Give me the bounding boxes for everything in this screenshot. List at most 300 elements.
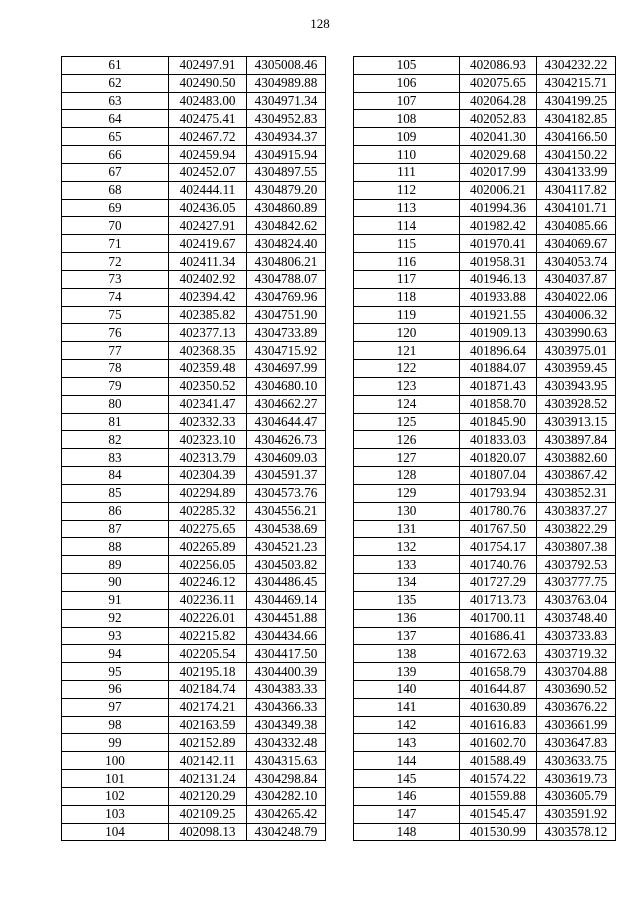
table-row [62, 502, 326, 520]
y-coordinate-cell: 4304383.33 [247, 680, 326, 698]
y-coordinate-cell: 4303605.79 [537, 787, 616, 805]
x-coordinate-cell: 402332.33 [169, 413, 247, 431]
x-coordinate-cell: 401820.07 [460, 449, 537, 467]
x-coordinate-cell: 401630.89 [460, 698, 537, 716]
point-number-cell: 92 [62, 609, 169, 627]
point-number-cell: 69 [62, 199, 169, 217]
point-number-cell: 64 [62, 110, 169, 128]
y-coordinate-cell: 4304751.90 [247, 306, 326, 324]
y-coordinate-cell: 4303661.99 [537, 716, 616, 734]
x-coordinate-cell: 402098.13 [169, 823, 247, 841]
point-number-cell: 128 [354, 467, 460, 485]
point-number-cell: 110 [354, 146, 460, 164]
y-coordinate-cell: 4304215.71 [537, 74, 616, 92]
x-coordinate-cell: 402256.05 [169, 556, 247, 574]
table-row [354, 805, 616, 823]
x-coordinate-cell: 402215.82 [169, 627, 247, 645]
y-coordinate-cell: 4303867.42 [537, 467, 616, 485]
x-coordinate-cell: 401686.41 [460, 627, 537, 645]
y-coordinate-cell: 4303807.38 [537, 538, 616, 556]
table-row [62, 395, 326, 413]
y-coordinate-cell: 4304069.67 [537, 235, 616, 253]
y-coordinate-cell: 4304879.20 [247, 181, 326, 199]
y-coordinate-cell: 4304556.21 [247, 502, 326, 520]
y-coordinate-cell: 4304952.83 [247, 110, 326, 128]
point-number-cell: 81 [62, 413, 169, 431]
y-coordinate-cell: 4304298.84 [247, 770, 326, 788]
point-number-cell: 65 [62, 128, 169, 146]
x-coordinate-cell: 402490.50 [169, 74, 247, 92]
table-row [62, 377, 326, 395]
x-coordinate-cell: 402041.30 [460, 128, 537, 146]
table-row [354, 787, 616, 805]
table-row [62, 199, 326, 217]
table-row [354, 645, 616, 663]
point-number-cell: 77 [62, 342, 169, 360]
y-coordinate-cell: 4304521.23 [247, 538, 326, 556]
table-row [354, 57, 616, 75]
y-coordinate-cell: 4304769.96 [247, 288, 326, 306]
table-row [62, 556, 326, 574]
table-row [62, 235, 326, 253]
y-coordinate-cell: 4304037.87 [537, 270, 616, 288]
point-number-cell: 74 [62, 288, 169, 306]
x-coordinate-cell: 401845.90 [460, 413, 537, 431]
y-coordinate-cell: 4304715.92 [247, 342, 326, 360]
x-coordinate-cell: 402475.41 [169, 110, 247, 128]
table-row [354, 163, 616, 181]
point-number-cell: 67 [62, 163, 169, 181]
point-number-cell: 138 [354, 645, 460, 663]
y-coordinate-cell: 4304842.62 [247, 217, 326, 235]
point-number-cell: 107 [354, 92, 460, 110]
point-number-cell: 143 [354, 734, 460, 752]
table-row [354, 591, 616, 609]
table-row [62, 467, 326, 485]
point-number-cell: 114 [354, 217, 460, 235]
x-coordinate-cell: 401740.76 [460, 556, 537, 574]
point-number-cell: 142 [354, 716, 460, 734]
point-number-cell: 115 [354, 235, 460, 253]
y-coordinate-cell: 4303837.27 [537, 502, 616, 520]
point-number-cell: 84 [62, 467, 169, 485]
point-number-cell: 98 [62, 716, 169, 734]
x-coordinate-cell: 402377.13 [169, 324, 247, 342]
x-coordinate-cell: 401700.11 [460, 609, 537, 627]
y-coordinate-cell: 4303928.52 [537, 395, 616, 413]
x-coordinate-cell: 402205.54 [169, 645, 247, 663]
point-number-cell: 130 [354, 502, 460, 520]
y-coordinate-cell: 4304609.03 [247, 449, 326, 467]
table-row [62, 324, 326, 342]
point-number-cell: 136 [354, 609, 460, 627]
x-coordinate-cell: 401833.03 [460, 431, 537, 449]
table-row [354, 306, 616, 324]
y-coordinate-cell: 4303719.32 [537, 645, 616, 663]
y-coordinate-cell: 4303647.83 [537, 734, 616, 752]
x-coordinate-cell: 402120.29 [169, 787, 247, 805]
point-number-cell: 109 [354, 128, 460, 146]
x-coordinate-cell: 401658.79 [460, 663, 537, 681]
table-row [354, 431, 616, 449]
table-row [62, 663, 326, 681]
table-row [354, 92, 616, 110]
x-coordinate-cell: 401994.36 [460, 199, 537, 217]
point-number-cell: 132 [354, 538, 460, 556]
x-coordinate-cell: 402275.65 [169, 520, 247, 538]
table-row [354, 609, 616, 627]
point-number-cell: 73 [62, 270, 169, 288]
table-row [62, 342, 326, 360]
y-coordinate-cell: 4304915.94 [247, 146, 326, 164]
table-row [62, 163, 326, 181]
x-coordinate-cell: 402394.42 [169, 288, 247, 306]
y-coordinate-cell: 4304248.79 [247, 823, 326, 841]
point-number-cell: 122 [354, 360, 460, 378]
table-row [354, 770, 616, 788]
table-row [354, 663, 616, 681]
table-row [354, 502, 616, 520]
point-number-cell: 146 [354, 787, 460, 805]
table-row [354, 698, 616, 716]
x-coordinate-cell: 402064.28 [460, 92, 537, 110]
point-number-cell: 86 [62, 502, 169, 520]
table-row [62, 217, 326, 235]
table-row [62, 770, 326, 788]
y-coordinate-cell: 4304366.33 [247, 698, 326, 716]
point-number-cell: 126 [354, 431, 460, 449]
x-coordinate-cell: 401672.63 [460, 645, 537, 663]
y-coordinate-cell: 4303990.63 [537, 324, 616, 342]
table-row [354, 253, 616, 271]
table-row [354, 734, 616, 752]
x-coordinate-cell: 402246.12 [169, 574, 247, 592]
point-number-cell: 72 [62, 253, 169, 271]
coordinates-table-right [353, 56, 616, 841]
y-coordinate-cell: 4303690.52 [537, 680, 616, 698]
point-number-cell: 78 [62, 360, 169, 378]
table-row [354, 823, 616, 841]
point-number-cell: 134 [354, 574, 460, 592]
table-row [62, 627, 326, 645]
point-number-cell: 80 [62, 395, 169, 413]
y-coordinate-cell: 4304934.37 [247, 128, 326, 146]
point-number-cell: 104 [62, 823, 169, 841]
y-coordinate-cell: 4305008.46 [247, 57, 326, 75]
x-coordinate-cell: 401884.07 [460, 360, 537, 378]
y-coordinate-cell: 4304417.50 [247, 645, 326, 663]
table-row [62, 288, 326, 306]
x-coordinate-cell: 401559.88 [460, 787, 537, 805]
y-coordinate-cell: 4303676.22 [537, 698, 616, 716]
y-coordinate-cell: 4303822.29 [537, 520, 616, 538]
y-coordinate-cell: 4303704.88 [537, 663, 616, 681]
x-coordinate-cell: 402411.34 [169, 253, 247, 271]
x-coordinate-cell: 402359.48 [169, 360, 247, 378]
point-number-cell: 133 [354, 556, 460, 574]
table-row [354, 110, 616, 128]
table-row [62, 734, 326, 752]
x-coordinate-cell: 401754.17 [460, 538, 537, 556]
y-coordinate-cell: 4304400.39 [247, 663, 326, 681]
point-number-cell: 103 [62, 805, 169, 823]
y-coordinate-cell: 4303578.12 [537, 823, 616, 841]
point-number-cell: 102 [62, 787, 169, 805]
x-coordinate-cell: 402402.92 [169, 270, 247, 288]
y-coordinate-cell: 4303943.95 [537, 377, 616, 395]
point-number-cell: 147 [354, 805, 460, 823]
y-coordinate-cell: 4303882.60 [537, 449, 616, 467]
y-coordinate-cell: 4304662.27 [247, 395, 326, 413]
table-row [62, 360, 326, 378]
point-number-cell: 108 [354, 110, 460, 128]
point-number-cell: 148 [354, 823, 460, 841]
x-coordinate-cell: 402265.89 [169, 538, 247, 556]
x-coordinate-cell: 402497.91 [169, 57, 247, 75]
x-coordinate-cell: 401574.22 [460, 770, 537, 788]
point-number-cell: 93 [62, 627, 169, 645]
table-row [62, 57, 326, 75]
x-coordinate-cell: 402142.11 [169, 752, 247, 770]
y-coordinate-cell: 4304573.76 [247, 484, 326, 502]
x-coordinate-cell: 401858.70 [460, 395, 537, 413]
point-number-cell: 89 [62, 556, 169, 574]
point-number-cell: 113 [354, 199, 460, 217]
y-coordinate-cell: 4304591.37 [247, 467, 326, 485]
y-coordinate-cell: 4304315.63 [247, 752, 326, 770]
y-coordinate-cell: 4304697.99 [247, 360, 326, 378]
x-coordinate-cell: 401727.29 [460, 574, 537, 592]
point-number-cell: 117 [354, 270, 460, 288]
y-coordinate-cell: 4304133.99 [537, 163, 616, 181]
y-coordinate-cell: 4304503.82 [247, 556, 326, 574]
point-number-cell: 91 [62, 591, 169, 609]
y-coordinate-cell: 4304486.45 [247, 574, 326, 592]
x-coordinate-cell: 401793.94 [460, 484, 537, 502]
point-number-cell: 129 [354, 484, 460, 502]
y-coordinate-cell: 4304022.06 [537, 288, 616, 306]
point-number-cell: 101 [62, 770, 169, 788]
y-coordinate-cell: 4304626.73 [247, 431, 326, 449]
x-coordinate-cell: 402029.68 [460, 146, 537, 164]
table-row [354, 538, 616, 556]
point-number-cell: 135 [354, 591, 460, 609]
x-coordinate-cell: 401807.04 [460, 467, 537, 485]
x-coordinate-cell: 402052.83 [460, 110, 537, 128]
table-body [62, 57, 326, 841]
x-coordinate-cell: 402086.93 [460, 57, 537, 75]
table-row [354, 627, 616, 645]
table-row [62, 110, 326, 128]
y-coordinate-cell: 4304680.10 [247, 377, 326, 395]
point-number-cell: 62 [62, 74, 169, 92]
point-number-cell: 127 [354, 449, 460, 467]
x-coordinate-cell: 402459.94 [169, 146, 247, 164]
y-coordinate-cell: 4303591.92 [537, 805, 616, 823]
table-row [62, 698, 326, 716]
point-number-cell: 87 [62, 520, 169, 538]
point-number-cell: 123 [354, 377, 460, 395]
page-number: 128 [310, 16, 330, 31]
x-coordinate-cell: 402163.59 [169, 716, 247, 734]
y-coordinate-cell: 4304733.89 [247, 324, 326, 342]
x-coordinate-cell: 401921.55 [460, 306, 537, 324]
x-coordinate-cell: 402341.47 [169, 395, 247, 413]
y-coordinate-cell: 4304897.55 [247, 163, 326, 181]
table-row [62, 823, 326, 841]
table-row [354, 716, 616, 734]
y-coordinate-cell: 4304232.22 [537, 57, 616, 75]
point-number-cell: 97 [62, 698, 169, 716]
table-row [354, 217, 616, 235]
x-coordinate-cell: 401545.47 [460, 805, 537, 823]
y-coordinate-cell: 4304806.21 [247, 253, 326, 271]
x-coordinate-cell: 402350.52 [169, 377, 247, 395]
y-coordinate-cell: 4304824.40 [247, 235, 326, 253]
point-number-cell: 112 [354, 181, 460, 199]
y-coordinate-cell: 4304538.69 [247, 520, 326, 538]
x-coordinate-cell: 402131.24 [169, 770, 247, 788]
table-row [354, 74, 616, 92]
point-number-cell: 79 [62, 377, 169, 395]
y-coordinate-cell: 4304434.66 [247, 627, 326, 645]
table-row [354, 181, 616, 199]
table-row [62, 716, 326, 734]
table-row [354, 467, 616, 485]
table-row [354, 324, 616, 342]
x-coordinate-cell: 401780.76 [460, 502, 537, 520]
y-coordinate-cell: 4304332.48 [247, 734, 326, 752]
y-coordinate-cell: 4303748.40 [537, 609, 616, 627]
point-number-cell: 141 [354, 698, 460, 716]
table-row [354, 520, 616, 538]
table-row [354, 449, 616, 467]
x-coordinate-cell: 401588.49 [460, 752, 537, 770]
table-row [354, 556, 616, 574]
table-row [354, 395, 616, 413]
x-coordinate-cell: 402483.00 [169, 92, 247, 110]
y-coordinate-cell: 4303975.01 [537, 342, 616, 360]
x-coordinate-cell: 402452.07 [169, 163, 247, 181]
table-row [62, 413, 326, 431]
x-coordinate-cell: 402017.99 [460, 163, 537, 181]
y-coordinate-cell: 4304265.42 [247, 805, 326, 823]
x-coordinate-cell: 402236.11 [169, 591, 247, 609]
table-row [62, 645, 326, 663]
point-number-cell: 121 [354, 342, 460, 360]
point-number-cell: 139 [354, 663, 460, 681]
y-coordinate-cell: 4303913.15 [537, 413, 616, 431]
x-coordinate-cell: 401616.83 [460, 716, 537, 734]
point-number-cell: 105 [354, 57, 460, 75]
y-coordinate-cell: 4303792.53 [537, 556, 616, 574]
point-number-cell: 100 [62, 752, 169, 770]
x-coordinate-cell: 401958.31 [460, 253, 537, 271]
y-coordinate-cell: 4304166.50 [537, 128, 616, 146]
table-row [354, 377, 616, 395]
table-row [62, 538, 326, 556]
table-row [62, 449, 326, 467]
table-row [62, 805, 326, 823]
coordinates-table-left [61, 56, 326, 841]
point-number-cell: 145 [354, 770, 460, 788]
point-number-cell: 140 [354, 680, 460, 698]
table-row [62, 680, 326, 698]
point-number-cell: 131 [354, 520, 460, 538]
y-coordinate-cell: 4304006.32 [537, 306, 616, 324]
x-coordinate-cell: 402226.01 [169, 609, 247, 627]
point-number-cell: 96 [62, 680, 169, 698]
x-coordinate-cell: 401982.42 [460, 217, 537, 235]
point-number-cell: 83 [62, 449, 169, 467]
x-coordinate-cell: 402006.21 [460, 181, 537, 199]
y-coordinate-cell: 4303633.75 [537, 752, 616, 770]
x-coordinate-cell: 402323.10 [169, 431, 247, 449]
x-coordinate-cell: 402419.67 [169, 235, 247, 253]
point-number-cell: 99 [62, 734, 169, 752]
table-row [62, 92, 326, 110]
y-coordinate-cell: 4303959.45 [537, 360, 616, 378]
table-row [354, 235, 616, 253]
x-coordinate-cell: 402304.39 [169, 467, 247, 485]
point-number-cell: 106 [354, 74, 460, 92]
y-coordinate-cell: 4304101.71 [537, 199, 616, 217]
table-row [62, 306, 326, 324]
x-coordinate-cell: 402444.11 [169, 181, 247, 199]
point-number-cell: 125 [354, 413, 460, 431]
point-number-cell: 120 [354, 324, 460, 342]
x-coordinate-cell: 402467.72 [169, 128, 247, 146]
table-row [354, 199, 616, 217]
table-row [62, 181, 326, 199]
x-coordinate-cell: 402195.18 [169, 663, 247, 681]
x-coordinate-cell: 401767.50 [460, 520, 537, 538]
x-coordinate-cell: 402313.79 [169, 449, 247, 467]
table-row [354, 574, 616, 592]
table-row [62, 74, 326, 92]
table-row [354, 128, 616, 146]
point-number-cell: 119 [354, 306, 460, 324]
y-coordinate-cell: 4304282.10 [247, 787, 326, 805]
table-row [62, 431, 326, 449]
point-number-cell: 68 [62, 181, 169, 199]
x-coordinate-cell: 401970.41 [460, 235, 537, 253]
point-number-cell: 88 [62, 538, 169, 556]
y-coordinate-cell: 4304788.07 [247, 270, 326, 288]
table-row [354, 680, 616, 698]
x-coordinate-cell: 401530.99 [460, 823, 537, 841]
point-number-cell: 94 [62, 645, 169, 663]
table-row [354, 270, 616, 288]
y-coordinate-cell: 4304349.38 [247, 716, 326, 734]
x-coordinate-cell: 402285.32 [169, 502, 247, 520]
point-number-cell: 82 [62, 431, 169, 449]
y-coordinate-cell: 4304469.14 [247, 591, 326, 609]
point-number-cell: 61 [62, 57, 169, 75]
point-number-cell: 144 [354, 752, 460, 770]
x-coordinate-cell: 401909.13 [460, 324, 537, 342]
x-coordinate-cell: 402152.89 [169, 734, 247, 752]
y-coordinate-cell: 4304053.74 [537, 253, 616, 271]
y-coordinate-cell: 4304117.82 [537, 181, 616, 199]
point-number-cell: 75 [62, 306, 169, 324]
x-coordinate-cell: 402368.35 [169, 342, 247, 360]
table-row [62, 591, 326, 609]
x-coordinate-cell: 402427.91 [169, 217, 247, 235]
y-coordinate-cell: 4303777.75 [537, 574, 616, 592]
point-number-cell: 137 [354, 627, 460, 645]
x-coordinate-cell: 402109.25 [169, 805, 247, 823]
